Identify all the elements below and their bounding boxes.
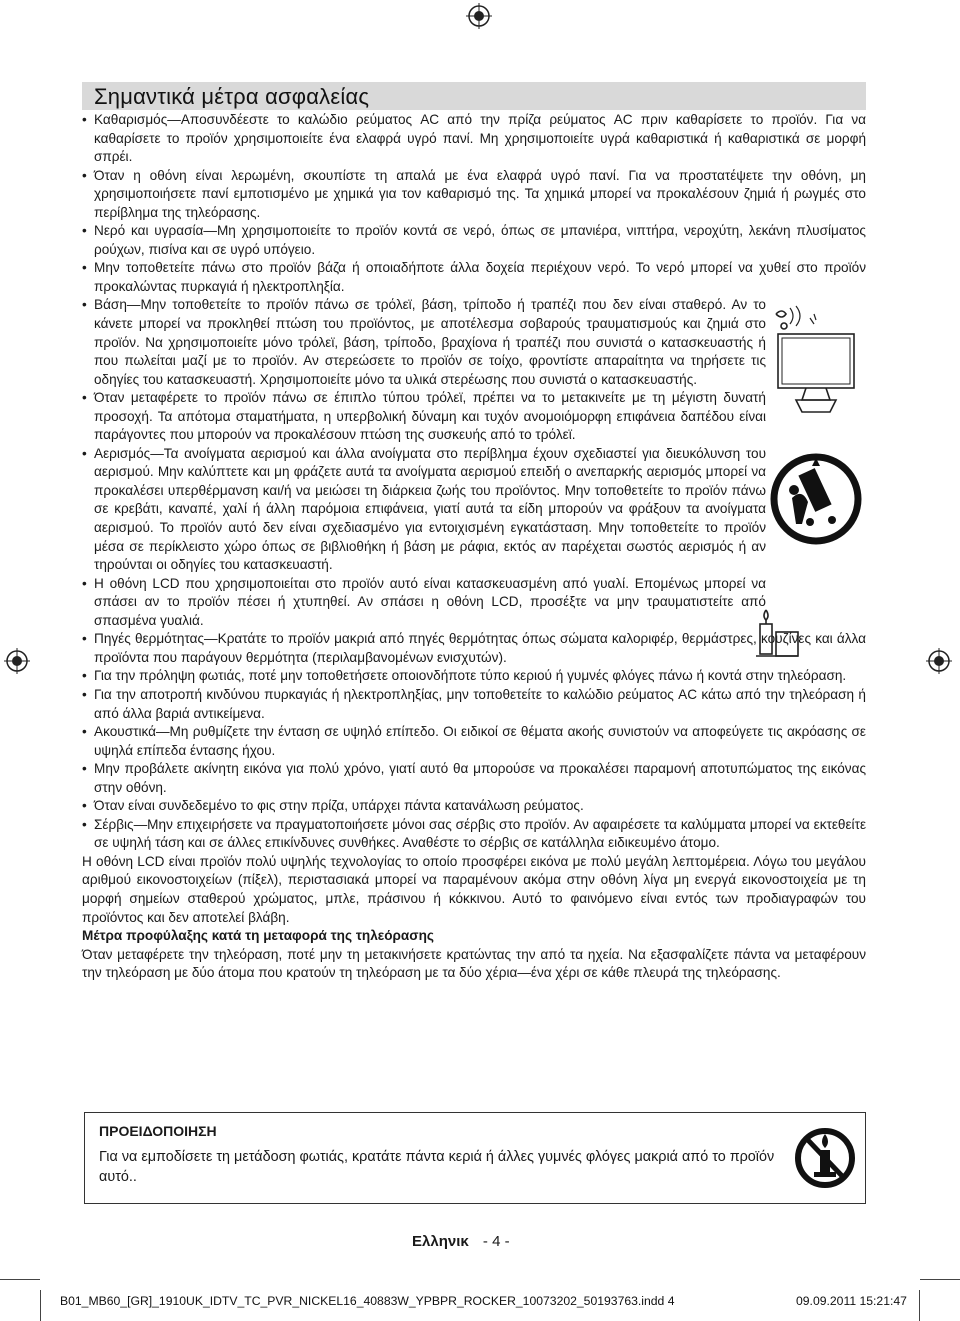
list-item: • Όταν μεταφέρετε το προϊόν πάνω σε έπιπλο τύπου τρόλεϊ, πρέπει να το μετακινείτε με τη μέγιστη δυνατή προσοχή. Τα απότομα σταματήματα, η υπερβολική δύναμη και τυχόν ανομοιόμορφη επιφάνεια δαπέδου είναι παράγοντες που μπορούν να προκαλέσουν πτώση της συσκευής από το τρόλεϊ. bbox=[82, 389, 766, 445]
list-item: • Πηγές θερμότητας—Κρατάτε το προϊόν μακριά από πηγές θερμότητας όπως σώματα καλοριφέρ, θερμάστρες, κουζίνες και άλλα προϊόντα που παράγουν θερμότητα (περιλαμβανομένων ενισχυτών). bbox=[82, 630, 866, 667]
page-title: Σημαντικά μέτρα ασφαλείας bbox=[94, 84, 370, 109]
list-item: • Για την αποτροπή κινδύνου πυρκαγιάς ή ηλεκτροπληξίας, μην τοποθετείτε το καλώδιο ρεύματος AC κάτω από την τηλεόραση ή από άλλα βαριά αντικείμενα. bbox=[82, 686, 866, 723]
list-item: • Η οθόνη LCD που χρησιμοποιείται στο προϊόν αυτό είναι κατασκευασμένη από γυαλί. Επομένως μπορεί να σπάσει αν το προϊόν πέσει ή χτυπηθεί. Αν σπάσει η οθόνη LCD, προσέξτε να μην τραυματιστείτε από σπασμένα γυαλιά. bbox=[82, 575, 766, 631]
crop-mark bbox=[919, 1290, 920, 1321]
no-candle-warning-icon bbox=[794, 1118, 856, 1198]
print-date: 09.09.2011 15:21:47 bbox=[796, 1294, 907, 1308]
warning-text: Για να εμποδίσετε τη μετάδοση φωτιάς, κρατάτε πάντα κεριά ή άλλες γυμνές φλόγες μακριά από το προϊόν αυτό.. bbox=[99, 1149, 775, 1185]
print-file-info: B01_MB60_[GR]_1910UK_IDTV_TC_PVR_NICKEL16_40883W_YPBPR_ROCKER_10073202_50193763.indd 4 bbox=[60, 1294, 675, 1308]
crop-mark bbox=[40, 1290, 41, 1321]
page-footer bbox=[412, 1233, 510, 1250]
tv-on-stand-illustration bbox=[770, 300, 862, 420]
list-item: • Μην προβάλετε ακίνητη εικόνα για πολύ χρόνο, γιατί αυτό θα μπορούσε να προκαλέσει παραμονή αποτυπώματος της εικόνας στην οθόνη. bbox=[82, 760, 866, 797]
footer-page-number: - 4 - bbox=[482, 1233, 510, 1250]
transport-paragraph: Όταν μεταφέρετε την τηλεόραση, ποτέ μην τη μετακινήσετε κρατώντας την από τα ηχεία. Να εξασφαλίζετε πάντα να μεταφέρουν την τηλεόραση με δύο άτομα που κρατούν τη τηλεόραση με τα δύο χέρια—ένα χέρι σε κάθε πλευρά της τηλεόρασης. bbox=[82, 946, 866, 981]
list-item: • Όταν η οθόνη είναι λερωμένη, σκουπίστε τη απαλά με ένα ελαφρά υγρό πανί. Για να προστατέψετε την οθόνη, μη χρησιμοποιήσετε πανί εμποτισμένο με χημικά για τον καθαρισμό της. Τα χημικά μπορεί να προκαλέσουν ζημιά ή ρωγμές στο περίβλημα της τηλεόρασης. bbox=[82, 167, 866, 223]
list-item: • Αερισμός—Τα ανοίγματα αερισμού και άλλα ανοίγματα στο περίβλημα έχουν σχεδιαστεί για διευκόλυνση του αερισμού. Μην καλύπτετε και μη φράζετε αυτά τα ανοίγματα αερισμού επειδή ο ανεπαρκής αερισμός μπορεί να προκαλέσει υπερθέρμανση και/ή να μειώσει τη διάρκεια ζωής του προϊόντος. Μην τοποθετείτε το προϊόν πάνω σε κρεβάτι, καναπέ, χαλί ή άλλη παρόμοια επιφάνεια, γιατί αυτά τα είδη μπορούν να φράξουν τα ανοίγματα αερισμού. Το προϊόν αυτό δεν είναι σχεδιασμένο για εντοιχισμένη εγκατάσταση. Μην τοποθετείτε το προϊόν μέσα σε περίκλειστο χώρο όπως σε βιβλιοθήκη ή βάση με ράφια, εκτός αν παρέχεται σωστός αερισμός ή αν τηρούνται οι οδηγίες του κατασκευαστή. bbox=[82, 445, 766, 575]
list-item: • Όταν είναι συνδεδεμένο το φις στην πρίζα, υπάρχει πάντα κατανάλωση ρεύματος. bbox=[82, 797, 866, 816]
list-item: • Μην τοποθετείτε πάνω στο προϊόν βάζα ή οποιαδήποτε άλλα δοχεία περιέχουν νερό. Το νερό μπορεί να χυθεί στο προϊόν προκαλώντας πυρκαγιά ή ηλεκτροπληξία. bbox=[82, 259, 866, 296]
list-item: • Ακουστικά—Μη ρυθμίζετε την ένταση σε υψηλό επίπεδο. Οι ειδικοί σε θέματα ακοής συνιστούν να αποφεύγετε τις ακρόασης σε υψηλά επίπεδα έντασης ήχου. bbox=[82, 723, 866, 760]
transport-heading: Μέτρα προφύλαξης κατά τη μεταφορά της τηλεόρασης bbox=[82, 928, 434, 944]
list-item: • Καθαρισμός—Αποσυνδέεστε το καλώδιο ρεύματος AC από την πρίζα ρεύματος AC πριν καθαρίσετε το προϊόν. Για να καθαρίσετε το προϊόν χρησιμοποιείτε ένα ελαφρά υγρό πανί. Μη χρησιμοποιείτε υγρά καθαριστικά ή καθαριστικά σε μορφή σπρέι. bbox=[82, 111, 866, 167]
warning-box bbox=[84, 1112, 866, 1204]
list-item: • Για την πρόληψη φωτιάς, ποτέ μην τοποθετήσετε οποιονδήποτε τύπο κεριού ή γυμνές φλόγες πάνω ή κοντά στην τηλεόραση. bbox=[82, 667, 866, 686]
registration-mark-icon bbox=[926, 648, 952, 674]
warning-title: ΠΡΟΕΙΔΟΠΟΙΗΣΗ bbox=[99, 1123, 217, 1139]
footer-language: Ελληνικ bbox=[412, 1233, 469, 1250]
crop-mark bbox=[920, 1279, 960, 1280]
registration-mark-icon bbox=[466, 3, 492, 29]
lcd-paragraph: Η οθόνη LCD είναι προϊόν πολύ υψηλής τεχνολογίας το οποίο προσφέρει εικόνα με πολύ μεγάλη λεπτομέρεια. Λόγω του μεγάλου αριθμού εικονοστοιχείων (πίξελ), περιστασιακά μπορεί να παραμένουν ακόμα στην οθόνη λίγα μη ενεργά εικονοστοιχεία με τη μορφή σημείων σταθερού χρώματος, μπλε, πράσινου ή κόκκινου. Αυτό το φαινόμενο είναι εντός των προδιαγραφών του προϊόντος και δεν αποτελεί βλάβη. bbox=[82, 853, 866, 925]
list-item: • Βάση—Μην τοποθετείτε το προϊόν πάνω σε τρόλεϊ, βάση, τρίποδο ή τραπέζι που δεν είναι σταθερό. Αν το κάνετε μπορεί να προκληθεί πτώση του προϊόντος, με αποτέλεσμα σοβαρούς τραυματισμούς και ζημιά στο προϊόν. Να χρησιμοποιείτε μόνο τρόλεϊ, βάση, τρίποδο, βραχίονα ή τραπέζι που συνιστά ο κατασκευαστής ή που πωλείται μαζί με το προϊόν. Αν στερεώσετε το προϊόν σε τοίχο, φροντίστε απαραίτητα να τηρήσετε τις οδηγίες του κατασκευαστή. Χρησιμοποιείτε μόνο τα υλικά στερέωσης που συνιστά ο κατασκευαστής. bbox=[82, 296, 766, 389]
cart-tip-over-warning-icon bbox=[770, 440, 862, 558]
list-item: • Νερό και υγρασία—Μη χρησιμοποιείτε το προϊόν κοντά σε νερό, όπως σε μπανιέρα, νιπτήρα, νεροχύτη, λεκάνη πλυσίματος ρούχων, πισίνα και σε υγρό υπόγειο. bbox=[82, 222, 866, 259]
safety-content bbox=[82, 111, 866, 983]
registration-mark-icon bbox=[4, 648, 30, 674]
crop-mark bbox=[0, 1279, 40, 1280]
candle-flame-icon bbox=[752, 604, 802, 668]
list-item: • Σέρβις—Μην επιχειρήσετε να πραγματοποιήσετε μόνοι σας σέρβις στο προϊόν. Αν αφαιρέσετε τα καλύμματα μπορεί να εκτεθείτε σε υψηλή τάση και σε άλλες επικίνδυνες συνθήκες. Αναθέστε το σέρβις σε κατάλληλα ειδικευμένο άτομο. bbox=[82, 816, 866, 853]
